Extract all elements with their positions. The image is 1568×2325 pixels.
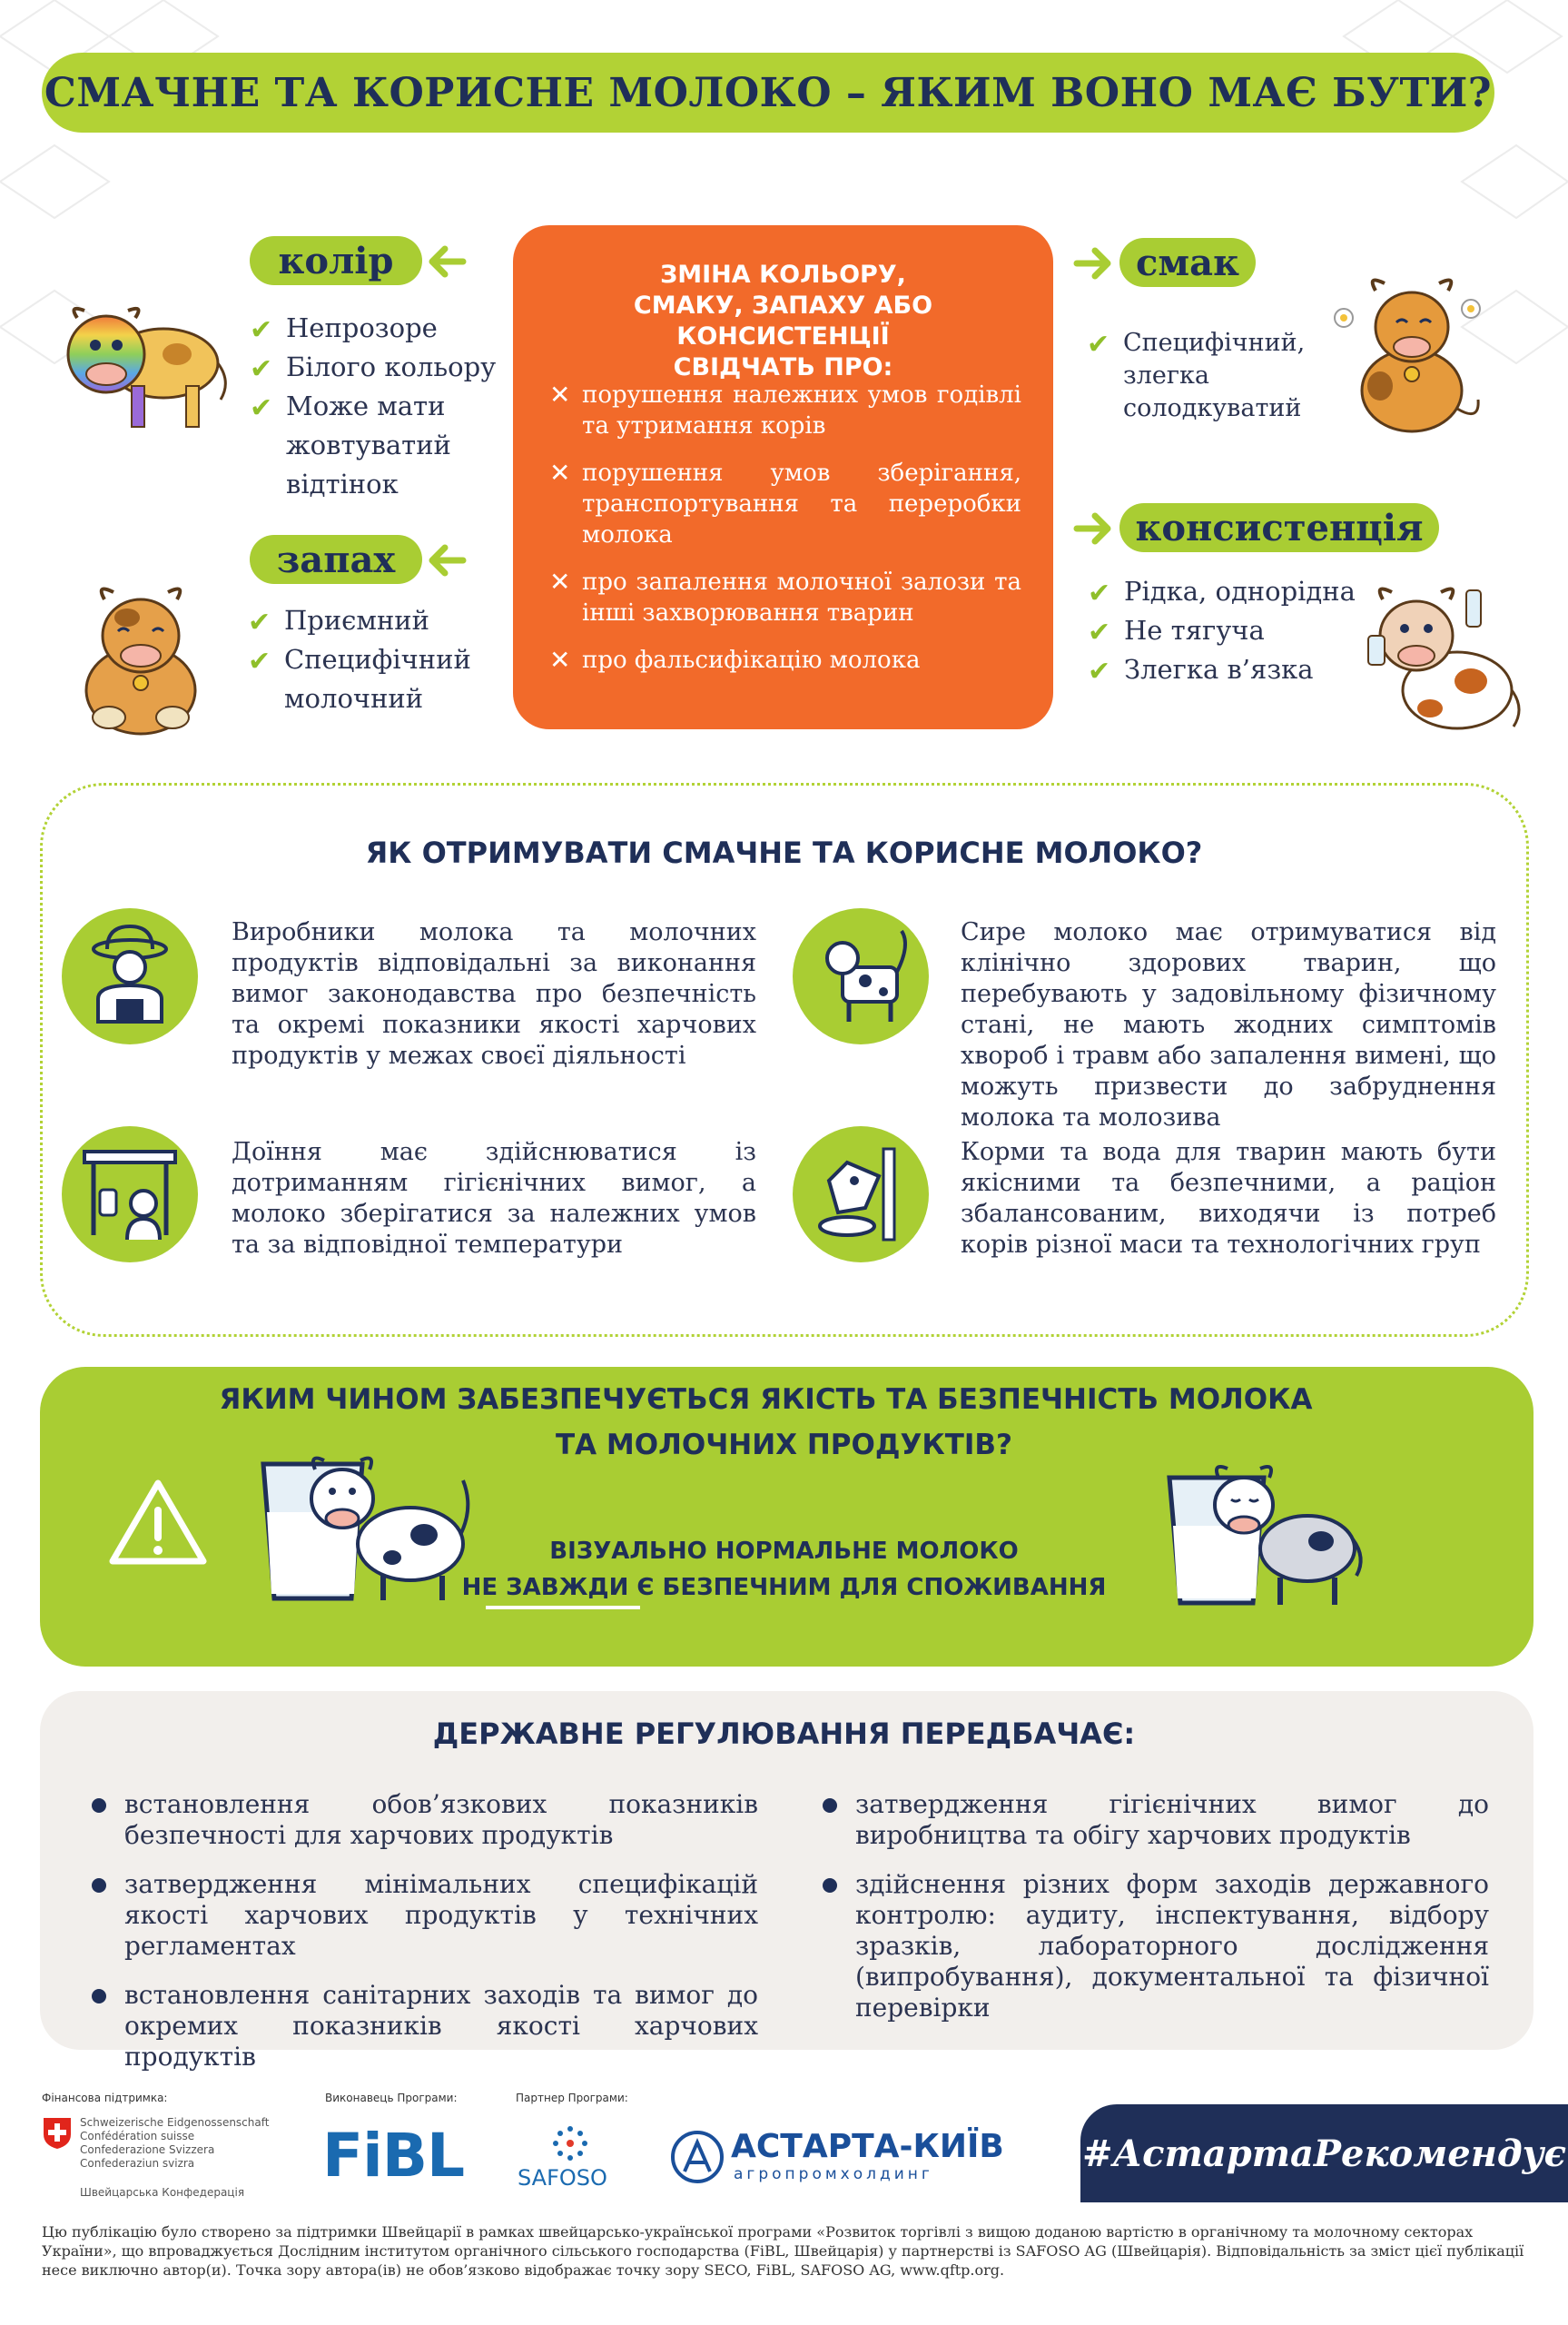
list-item: ✕ порушення умов зберігання, транспортування та переробки молока (549, 458, 1021, 549)
how-to-text-3: Доїння має здійснюватися із дотриманням гігієнічних вимог, а молоко зберігатися за належних умов та за відповідної температури (232, 1138, 756, 1259)
check-icon: ✔ (1088, 656, 1111, 688)
list-item: ✔ Приємний (248, 601, 511, 640)
change-box-heading: ЗМІНА КОЛЬОРУ, СМАКУ, ЗАПАХУ АБО КОНСИСТЕНЦІЇ СВІДЧАТЬ ПРО: (633, 261, 933, 381)
color-label (250, 236, 422, 285)
list-item: ✔ Специфічний молочний (248, 644, 471, 714)
check-icon: ✔ (1087, 329, 1110, 361)
milking-machine-icon (62, 1126, 198, 1262)
hashtag-banner (1080, 2104, 1568, 2202)
cross-icon: ✕ (549, 458, 571, 488)
hashtag-text: #АстартаРекомендує (1082, 2132, 1566, 2175)
how-to-text-1: Виробники молока та молочних продуктів відповідальні за виконання вимог законодавства про безпечність та окремі показники якості харчових продуктів у межах своєї діяльності (232, 918, 756, 1070)
bullet-icon (92, 1798, 106, 1813)
consistency-label (1119, 503, 1439, 552)
milk-cow-icon (1357, 581, 1525, 745)
smelling-cow-icon (64, 581, 218, 745)
partner-label: Партнер Програми: (516, 2092, 628, 2104)
list-item: ✔ Може мати жовтуватий відтінок (250, 391, 451, 500)
change-warning-box (513, 225, 1053, 729)
check-icon: ✔ (1088, 617, 1111, 648)
arrow-right-icon (1071, 510, 1113, 547)
visual-normal-line: ВІЗУАЛЬНО НОРМАЛЬНЕ МОЛОКО (549, 1538, 1019, 1565)
quality-title-line-2: ТА МОЛОЧНИХ ПРОДУКТІВ? (555, 1429, 1013, 1461)
list-item: затвердження мінімальних специфікацій якості харчових продуктів у технічних регламентах (86, 1869, 758, 1962)
feeding-cow-icon (793, 1126, 929, 1262)
list-item: ✔ Злегка в’язка (1088, 650, 1360, 689)
cross-icon: ✕ (549, 567, 571, 597)
astarta-logo: АСТАРТА-КИЇВ (731, 2128, 1004, 2165)
color-label-text: колір (278, 239, 394, 282)
how-to-title: ЯК ОТРИМУВАТИ СМАЧНЕ ТА КОРИСНЕ МОЛОКО? (365, 836, 1203, 870)
check-icon: ✔ (248, 607, 271, 638)
list-item: встановлення обов’язкових показників безпечності для харчових продуктів (86, 1789, 758, 1851)
flower-cow-icon (1326, 272, 1484, 445)
not-always-line: НЕ ЗАВЖДИ Є БЕЗПЕЧНИМ ДЛЯ СПОЖИВАННЯ (461, 1574, 1107, 1601)
safoso-logo: SAFOSO (518, 2165, 607, 2191)
rainbow-cow-icon (59, 300, 232, 445)
change-box-list (549, 380, 1021, 692)
cow-icon (793, 908, 929, 1044)
page-title: СМАЧНЕ ТА КОРИСНЕ МОЛОКО – ЯКИМ ВОНО МАЄ БУТИ? (44, 69, 1493, 116)
check-icon: ✔ (250, 353, 273, 385)
list-item: ✕ порушення належних умов годівлі та утримання корів (549, 380, 1021, 440)
consistency-label-text: консистенція (1135, 506, 1424, 549)
smell-label-text: запах (276, 538, 396, 581)
check-icon: ✔ (250, 314, 273, 346)
taste-list (1087, 327, 1314, 425)
cross-icon: ✕ (549, 645, 571, 675)
smell-label (250, 535, 422, 584)
list-item: здійснення різних форм заходів державного контролю: аудиту, інспектування, відбору зразків, лабораторного дослідження (випробування), документальної та фізичної перевірки (817, 1869, 1489, 2023)
arrow-right-icon (1071, 245, 1113, 282)
executor-label: Виконавець Програми: (325, 2092, 458, 2104)
astarta-sub: агропромхолдинг (734, 2165, 933, 2183)
farmer-icon (62, 908, 198, 1044)
list-item: затвердження гігієнічних вимог до виробництва та обігу харчових продуктів (817, 1789, 1489, 1851)
list-item: ✕ про запалення молочної залози та інші захворювання тварин (549, 567, 1021, 627)
swiss-names: Schweizerische Eidgenossenschaft Confédération suisse Confederazione Svizzera Confederaziun svizra (80, 2116, 270, 2170)
list-item: ✔ Білого кольору (250, 348, 504, 387)
bullet-icon (92, 1989, 106, 2003)
list-item: встановлення санітарних заходів та вимог до окремих показників якості харчових продуктів (86, 1980, 758, 2073)
swiss-ua-label: Швейцарська Конфедерація (80, 2186, 245, 2199)
fibl-logo: FiBL (322, 2121, 465, 2191)
bullet-icon (823, 1878, 837, 1893)
taste-label-text: смак (1136, 241, 1239, 284)
regulation-title: ДЕРЖАВНЕ РЕГУЛЮВАННЯ ПЕРЕДБАЧАЄ: (432, 1717, 1136, 1751)
bullet-icon (823, 1798, 837, 1813)
list-item: ✕ про фальсифікацію молока (549, 645, 921, 675)
list-item: ✔ Непрозоре (250, 309, 504, 348)
funding-label: Фінансова підтримка: (42, 2092, 168, 2104)
quality-title-line-1: ЯКИМ ЧИНОМ ЗАБЕЗПЕЧУЄТЬСЯ ЯКІСТЬ ТА БЕЗПЕЧНІСТЬ МОЛОКА (219, 1383, 1313, 1416)
astarta-globe-icon (670, 2130, 725, 2184)
cross-icon: ✕ (549, 380, 571, 410)
bullet-icon (92, 1878, 106, 1893)
arrow-left-icon (427, 243, 468, 280)
footnote: Цю публікацію було створено за підтримки Швейцарії в рамках швейцарсько-української програми «Розвиток торгівлі з вищою доданою вартістю в органічному та молочному секторах України», що впроваджується Дослідним інститутом органічного сільського господарства (FiBL, Швейцарія) у партнерстві із SAFOSO AG (Швейцарія). Відповідальність за зміст цієї публікації несе виключно автор(и). Точка зору автора(ів) не обов’язково відображає точку зору SECO, FiBL, SAFOSO AG, www.qftp.org. (42, 2223, 1524, 2279)
underline-accent (486, 1606, 640, 1609)
how-to-text-4: Корми та вода для тварин мають бути якісними та безпечними, а раціон збалансованим, виходячи із потреб корів різної маси та технологічних груп (961, 1138, 1496, 1259)
color-list (250, 309, 504, 504)
how-to-text-2: Сире молоко має отримуватися від клінічно здорових тварин, що перебувають у задовільному фізичному стані, не мають жодних симптомів хвороб і травм або запалення вимені, що можуть призвести до забруднення молока та молозива (961, 918, 1496, 1132)
arrow-left-icon (427, 542, 468, 579)
check-icon: ✔ (248, 646, 271, 678)
consistency-list (1088, 572, 1360, 689)
safoso-mark-icon (550, 2123, 590, 2163)
list-item: ✔ Рідка, однорідна (1088, 572, 1360, 611)
taste-label (1119, 238, 1256, 287)
list-item: ✔ Не тягуча (1088, 611, 1360, 650)
smell-list (248, 601, 511, 718)
sad-cow-milk-icon (1162, 1458, 1371, 1612)
list-item: ✔ Специфічний, злегка солодкуватий (1087, 329, 1306, 422)
title-banner (42, 53, 1494, 133)
check-icon: ✔ (250, 392, 273, 424)
check-icon: ✔ (1088, 578, 1111, 609)
regulation-list-right (817, 1789, 1489, 2042)
swiss-flag-icon (42, 2116, 73, 2151)
regulation-list-left (86, 1789, 758, 2091)
